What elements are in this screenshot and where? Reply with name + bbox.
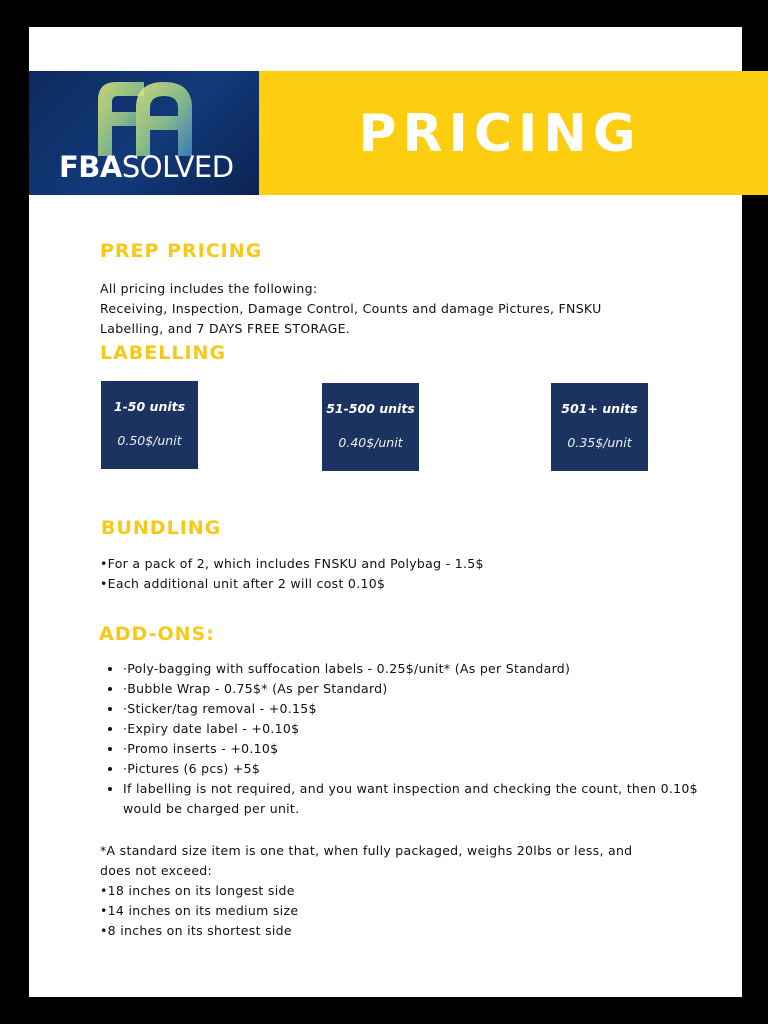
page-title: PRICING <box>358 104 642 164</box>
tier-price: 0.50$/unit <box>117 433 182 448</box>
prep-intro-line: All pricing includes the following: <box>100 281 318 296</box>
tier-units: 501+ units <box>561 401 638 416</box>
standard-dim-line: •14 inches on its medium size <box>100 903 299 918</box>
labelling-tier-card <box>551 383 648 471</box>
brand-name-bold: FBA <box>59 150 122 184</box>
bundling-line: •Each additional unit after 2 will cost 0.10$ <box>100 576 386 591</box>
addon-item: • If labelling is not required, and you want inspection and checking the count, then 0.10$ would be charged per unit. <box>123 779 703 819</box>
standard-note-line: *A standard size item is one that, when fully packaged, weighs 20lbs or less, and <box>100 843 633 858</box>
bundling-list <box>100 554 484 594</box>
standard-size-note <box>100 841 632 941</box>
standard-dim-line: •8 inches on its shortest side <box>100 923 292 938</box>
labelling-heading: LABELLING <box>100 342 227 364</box>
bundling-line: •For a pack of 2, which includes FNSKU and Polybag - 1.5$ <box>100 556 484 571</box>
standard-note-line: does not exceed: <box>100 863 213 878</box>
prep-intro <box>100 279 602 339</box>
addon-item: • ·Bubble Wrap - 0.75$* (As per Standard) <box>123 679 703 699</box>
addons-heading: ADD-ONS: <box>99 623 215 645</box>
tier-units: 1-50 units <box>113 399 186 414</box>
labelling-tier-card <box>101 381 198 469</box>
prep-intro-line: Receiving, Inspection, Damage Control, Counts and damage Pictures, FNSKU <box>100 301 602 316</box>
addon-item: • ·Expiry date label - +0.10$ <box>123 719 703 739</box>
brand-name <box>59 150 249 184</box>
prep-intro-line: Labelling, and 7 DAYS FREE STORAGE. <box>100 321 351 336</box>
fba-monogram-icon <box>92 78 197 158</box>
tier-units: 51-500 units <box>326 401 415 416</box>
standard-dim-line: •18 inches on its longest side <box>100 883 295 898</box>
tier-price: 0.35$/unit <box>567 435 632 450</box>
bundling-heading: BUNDLING <box>101 517 222 539</box>
prep-pricing-heading: PREP PRICING <box>100 240 263 262</box>
addon-item: • ·Poly-bagging with suffocation labels - 0.25$/unit* (As per Standard) <box>123 659 703 679</box>
addon-item: • ·Pictures (6 pcs) +5$ <box>123 759 703 779</box>
brand-name-light: SOLVED <box>121 150 234 184</box>
addon-item: • ·Promo inserts - +0.10$ <box>123 739 703 759</box>
addon-item: • ·Sticker/tag removal - +0.15$ <box>123 699 703 719</box>
tier-price: 0.40$/unit <box>338 435 403 450</box>
labelling-tier-card <box>322 383 419 471</box>
addons-list <box>100 659 703 819</box>
